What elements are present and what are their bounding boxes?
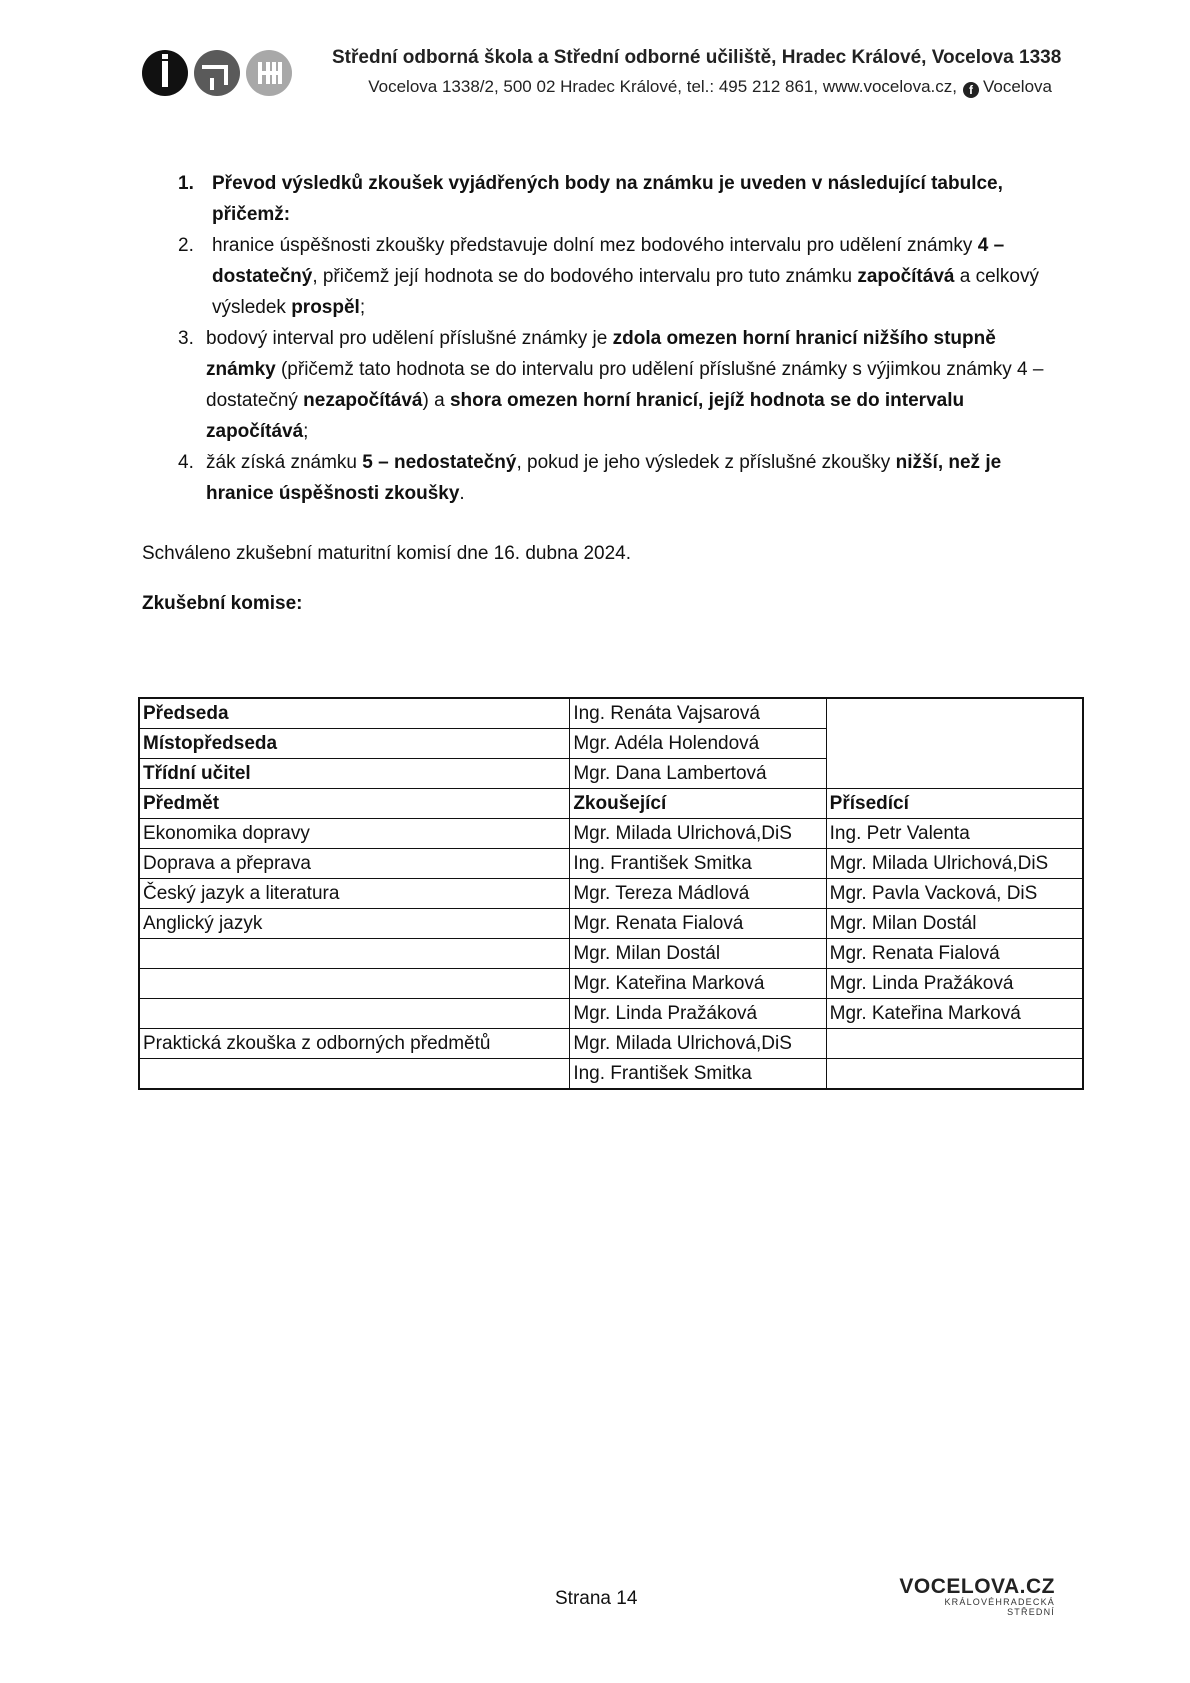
examiner-cell: Mgr. Milada Ulrichová,DiS (570, 819, 826, 849)
wrench-logo-icon (194, 50, 240, 96)
school-address (332, 77, 1052, 98)
chair-label: Předseda (139, 698, 570, 729)
chair-name: Ing. Renáta Vajsarová (570, 698, 826, 729)
committee-table (138, 697, 1084, 1090)
hh-logo-icon (246, 50, 292, 96)
table-row (139, 999, 1083, 1029)
rule-item-3 (142, 323, 1052, 447)
rule-emphasis: 4 – dostatečný (212, 235, 1005, 287)
assessor-cell: Mgr. Milan Dostál (826, 909, 1083, 939)
column-header-examiner: Zkoušející (570, 789, 826, 819)
table-row (139, 909, 1083, 939)
rule-number: 1. (178, 173, 194, 194)
subject-cell (139, 1059, 570, 1090)
examiner-cell: Mgr. Renata Fialová (570, 909, 826, 939)
rule-item-4 (142, 447, 1052, 509)
rule-emphasis: prospěl (291, 297, 360, 318)
facebook-label: Vocelova (983, 77, 1052, 96)
rule-text: žák získá známku (206, 452, 363, 473)
assessor-cell: Mgr. Milada Ulrichová,DiS (826, 849, 1083, 879)
class-teacher-label: Třídní učitel (139, 759, 570, 789)
rules-list (142, 168, 1052, 509)
vice-chair-label: Místopředseda (139, 729, 570, 759)
rules-section (142, 168, 1052, 509)
footer-brand-logo (895, 1575, 1055, 1617)
examiner-cell: Ing. František Smitka (570, 1059, 826, 1090)
rule-text: , přičemž její hodnota se do bodového intervalu pro tuto známku (312, 266, 858, 287)
school-name: Střední odborná škola a Střední odborné učiliště, Hradec Králové, Vocelova 1338 (332, 47, 1062, 68)
rule-text: ; (303, 421, 309, 442)
rule-emphasis: shora omezen horní hranicí, jejíž hodnota se do intervalu započítává (206, 390, 965, 442)
rule-text: . (459, 483, 465, 504)
subject-cell: Ekonomika dopravy (139, 819, 570, 849)
rule-text: (přičemž tato hodnota se do intervalu pro udělení příslušné známky s výjimkou známky 4 – dostatečný (206, 359, 1044, 411)
subject-cell (139, 999, 570, 1029)
rule-item-1 (142, 168, 1052, 230)
column-header-subject: Předmět (139, 789, 570, 819)
table-header-row (139, 789, 1083, 819)
assessor-cell: Mgr. Pavla Vacková, DiS (826, 879, 1083, 909)
approval-statement: Schváleno zkušební maturitní komisí dne 16. dubna 2024. (142, 543, 632, 564)
table-row (139, 969, 1083, 999)
assessor-cell (826, 1029, 1083, 1059)
empty-merged-cell (826, 698, 1083, 789)
page-header (142, 46, 1062, 102)
table-row (139, 698, 1083, 729)
brand-tagline: KRÁLOVÉHRADECKÁ STŘEDNÍ (944, 1597, 1055, 1617)
table-row (139, 1029, 1083, 1059)
table-row (139, 879, 1083, 909)
table-row (139, 819, 1083, 849)
subject-cell: Český jazyk a literatura (139, 879, 570, 909)
assessor-cell: Ing. Petr Valenta (826, 819, 1083, 849)
info-logo-icon (142, 50, 188, 96)
rule-text: a celkový výsledek (212, 266, 1039, 318)
assessor-cell: Mgr. Kateřina Marková (826, 999, 1083, 1029)
examiner-cell: Mgr. Tereza Mádlová (570, 879, 826, 909)
school-logos (142, 50, 292, 96)
rule-text: , pokud je jeho výsledek z příslušné zkoušky (516, 452, 896, 473)
examiner-cell: Mgr. Milada Ulrichová,DiS (570, 1029, 826, 1059)
subject-cell (139, 969, 570, 999)
rule-number: 3. (178, 328, 194, 349)
rule-item-2 (142, 230, 1052, 323)
rule-text: Převod výsledků zkoušek vyjádřených body na známku je uveden v následující tabulce, přičemž: (212, 173, 1003, 225)
brand-name: VOCELOVA.CZ (899, 1575, 1055, 1598)
examiner-cell: Mgr. Milan Dostál (570, 939, 826, 969)
assessor-cell (826, 1059, 1083, 1090)
table-row (139, 849, 1083, 879)
table-row (139, 939, 1083, 969)
rule-emphasis: 5 – nedostatečný (362, 452, 517, 473)
subject-cell: Anglický jazyk (139, 909, 570, 939)
facebook-icon: f (963, 82, 979, 98)
committee-heading: Zkušební komise: (142, 593, 303, 614)
rule-text: ) a (422, 390, 450, 411)
examiner-cell: Mgr. Linda Pražáková (570, 999, 826, 1029)
column-header-assessor: Přísedící (826, 789, 1083, 819)
rule-text: ; (359, 297, 366, 318)
examiner-cell: Mgr. Kateřina Marková (570, 969, 826, 999)
rule-emphasis: nezapočítává (303, 390, 423, 411)
rule-text: bodový interval pro udělení příslušné známky je (206, 328, 613, 349)
rule-emphasis: započítává (857, 266, 955, 287)
class-teacher-name: Mgr. Dana Lambertová (570, 759, 826, 789)
subject-cell: Praktická zkouška z odborných předmětů (139, 1029, 570, 1059)
rule-number: 4. (178, 452, 194, 473)
rule-text: hranice úspěšnosti zkoušky představuje dolní mez bodového intervalu pro udělení známky (212, 235, 978, 256)
address-text: Vocelova 1338/2, 500 02 Hradec Králové, tel.: 495 212 861, www.vocelova.cz, (368, 77, 957, 96)
assessor-cell: Mgr. Renata Fialová (826, 939, 1083, 969)
subject-cell: Doprava a přeprava (139, 849, 570, 879)
examiner-cell: Ing. František Smitka (570, 849, 826, 879)
rule-emphasis: zdola omezen horní hranicí nižšího stupně známky (206, 328, 996, 380)
vice-chair-name: Mgr. Adéla Holendová (570, 729, 826, 759)
rule-emphasis: nižší, než je hranice úspěšnosti zkoušky (206, 452, 1002, 504)
table-row (139, 1059, 1083, 1090)
page-number: Strana 14 (555, 1588, 638, 1609)
assessor-cell: Mgr. Linda Pražáková (826, 969, 1083, 999)
rule-number: 2. (178, 235, 194, 256)
subject-cell (139, 939, 570, 969)
